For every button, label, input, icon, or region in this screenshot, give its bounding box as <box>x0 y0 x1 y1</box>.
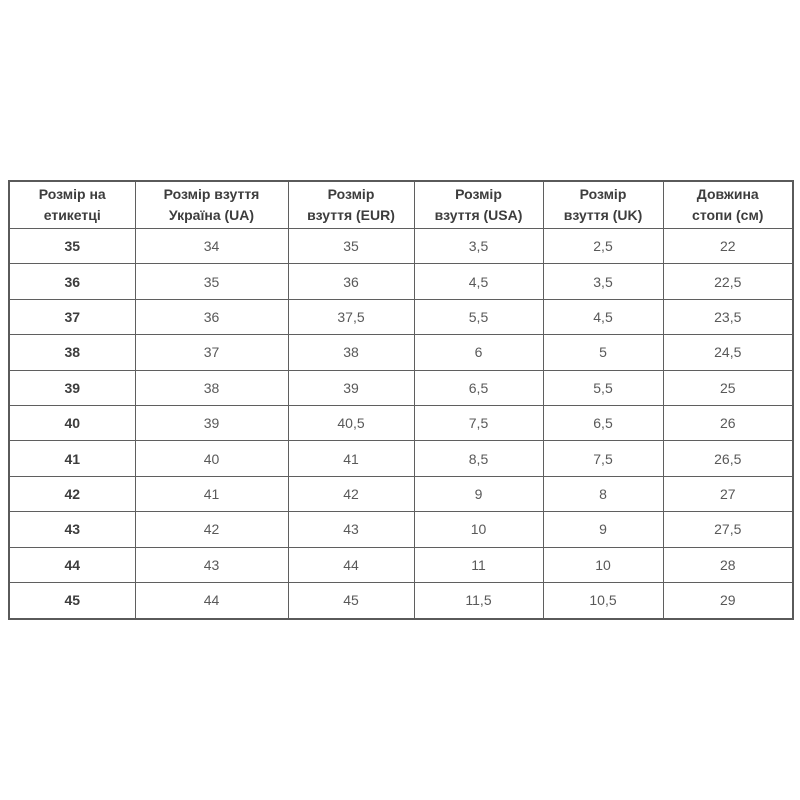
table-cell-size-label: 37 <box>9 299 135 334</box>
table-cell-eur: 39 <box>288 370 414 405</box>
header-line: Розмір <box>579 186 627 202</box>
table-cell-usa: 3,5 <box>414 229 543 264</box>
table-cell-uk: 5 <box>543 335 663 370</box>
table-row <box>9 370 793 405</box>
header-cell-usa-size <box>414 181 543 229</box>
table-cell-uk: 10 <box>543 547 663 582</box>
table-cell-usa: 11,5 <box>414 582 543 619</box>
table-cell-size-label: 42 <box>9 476 135 511</box>
table-cell-eur: 43 <box>288 512 414 547</box>
table-cell-ua: 36 <box>135 299 288 334</box>
table-cell-eur: 35 <box>288 229 414 264</box>
table-cell-foot-length: 22 <box>663 229 793 264</box>
header-line: Україна (UA) <box>168 207 255 223</box>
table-row <box>9 229 793 264</box>
table-cell-usa: 10 <box>414 512 543 547</box>
table-cell-ua: 43 <box>135 547 288 582</box>
table-cell-eur: 41 <box>288 441 414 476</box>
table-cell-foot-length: 26,5 <box>663 441 793 476</box>
table-cell-foot-length: 27,5 <box>663 512 793 547</box>
header-line: Розмір на <box>38 186 106 202</box>
header-cell-foot-length <box>663 181 793 229</box>
table-cell-eur: 37,5 <box>288 299 414 334</box>
table-cell-ua: 40 <box>135 441 288 476</box>
shoe-size-table <box>8 180 794 620</box>
table-cell-foot-length: 24,5 <box>663 335 793 370</box>
table-cell-uk: 8 <box>543 476 663 511</box>
header-cell-ua-size <box>135 181 288 229</box>
table-cell-uk: 5,5 <box>543 370 663 405</box>
table-row <box>9 299 793 334</box>
table-cell-ua: 35 <box>135 264 288 299</box>
table-cell-ua: 39 <box>135 405 288 440</box>
table-cell-ua: 44 <box>135 582 288 619</box>
table-cell-usa: 9 <box>414 476 543 511</box>
table-cell-foot-length: 22,5 <box>663 264 793 299</box>
table-cell-foot-length: 25 <box>663 370 793 405</box>
table-cell-foot-length: 26 <box>663 405 793 440</box>
table-row <box>9 335 793 370</box>
table-cell-usa: 8,5 <box>414 441 543 476</box>
table-cell-size-label: 44 <box>9 547 135 582</box>
table-cell-ua: 42 <box>135 512 288 547</box>
table-cell-ua: 34 <box>135 229 288 264</box>
table-cell-usa: 6,5 <box>414 370 543 405</box>
table-cell-uk: 6,5 <box>543 405 663 440</box>
table-cell-uk: 4,5 <box>543 299 663 334</box>
table-cell-size-label: 36 <box>9 264 135 299</box>
table-cell-uk: 2,5 <box>543 229 663 264</box>
table-row <box>9 582 793 619</box>
header-line: Розмір <box>455 186 502 202</box>
table-cell-uk: 10,5 <box>543 582 663 619</box>
header-row <box>9 181 793 229</box>
header-line: Розмір взуття <box>163 186 260 202</box>
table-cell-size-label: 35 <box>9 229 135 264</box>
table-cell-size-label: 40 <box>9 405 135 440</box>
table-cell-foot-length: 23,5 <box>663 299 793 334</box>
header-line: етикетці <box>43 207 101 223</box>
table-cell-size-label: 38 <box>9 335 135 370</box>
table-cell-uk: 3,5 <box>543 264 663 299</box>
table-cell-eur: 38 <box>288 335 414 370</box>
header-cell-uk-size <box>543 181 663 229</box>
table-cell-size-label: 43 <box>9 512 135 547</box>
table-cell-usa: 6 <box>414 335 543 370</box>
table-row <box>9 405 793 440</box>
table-row <box>9 547 793 582</box>
table-cell-usa: 5,5 <box>414 299 543 334</box>
header-cell-eur-size <box>288 181 414 229</box>
header-line: Довжина <box>696 186 759 202</box>
table-cell-foot-length: 29 <box>663 582 793 619</box>
table-cell-eur: 44 <box>288 547 414 582</box>
table-cell-ua: 38 <box>135 370 288 405</box>
table-cell-ua: 41 <box>135 476 288 511</box>
table-cell-eur: 42 <box>288 476 414 511</box>
table-cell-usa: 7,5 <box>414 405 543 440</box>
table-cell-eur: 40,5 <box>288 405 414 440</box>
table-cell-ua: 37 <box>135 335 288 370</box>
header-cell-label-size <box>9 181 135 229</box>
table-cell-uk: 9 <box>543 512 663 547</box>
table-cell-eur: 36 <box>288 264 414 299</box>
header-line: взуття (EUR) <box>307 207 395 223</box>
table-cell-size-label: 45 <box>9 582 135 619</box>
table-cell-size-label: 41 <box>9 441 135 476</box>
table-row <box>9 264 793 299</box>
table-row <box>9 512 793 547</box>
table-cell-eur: 45 <box>288 582 414 619</box>
table-cell-usa: 11 <box>414 547 543 582</box>
table-cell-uk: 7,5 <box>543 441 663 476</box>
table-cell-foot-length: 27 <box>663 476 793 511</box>
header-line: стопи (см) <box>692 207 764 223</box>
table-cell-foot-length: 28 <box>663 547 793 582</box>
header-line: взуття (USA) <box>434 207 523 223</box>
table-cell-usa: 4,5 <box>414 264 543 299</box>
header-line: взуття (UK) <box>563 207 643 223</box>
table-body <box>9 229 793 620</box>
table-row <box>9 441 793 476</box>
header-line: Розмір <box>327 186 375 202</box>
table-row <box>9 476 793 511</box>
table-cell-size-label: 39 <box>9 370 135 405</box>
